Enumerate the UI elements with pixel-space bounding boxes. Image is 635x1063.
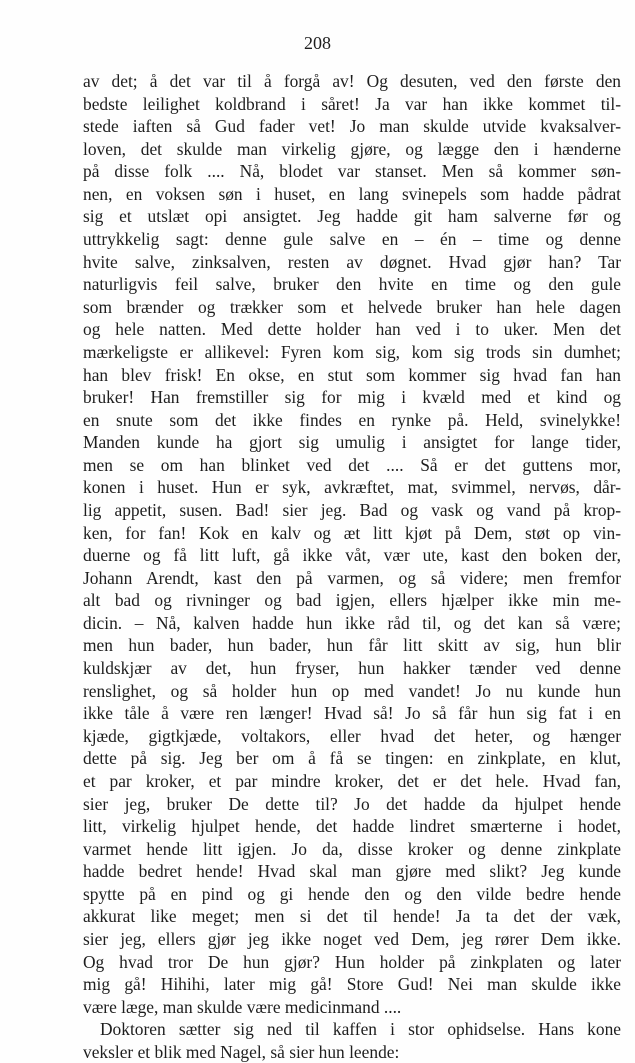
text-line: Og hvad tror De hun gjør? Hun holder på zinkplaten og later xyxy=(83,951,621,972)
text-line: ikke tåle å være ren længer! Hvad så! Jo så får hun sig fat i en xyxy=(83,703,621,724)
text-line: bedste leilighet koldbrand i såret! Ja var han ikke kommet til- xyxy=(83,93,621,114)
text-line: veksler et blik med Nagel, så sier hun leende: xyxy=(83,1041,400,1062)
text-line: Doktoren sætter sig ned til kaffen i stor ophidselse. Hans kone xyxy=(100,1019,621,1040)
text-line: et par kroker, et par mindre kroker, det er det hele. Hvad fan, xyxy=(83,770,621,791)
text-line: som brænder og trækker som et helvede bruker han hele dagen xyxy=(83,296,621,317)
text-line: konen i huset. Hun er syk, avkræftet, mat, svimmel, nervøs, dår- xyxy=(83,477,621,498)
text-line: loven, det skulde man virkelig gjøre, og lægge den i hænderne xyxy=(83,138,621,159)
text-line: litt, virkelig hjulpet hende, det hadde lindret smærterne i hodet, xyxy=(83,816,621,837)
text-line: dette på sig. Jeg ber om å få se tingen: en zinkplate, en klut, xyxy=(83,748,621,769)
text-line: akkurat like meget; men si det til hende! Ja ta det der væk, xyxy=(83,906,621,927)
text-line: dicin. – Nå, kalven hadde hun ikke råd til, og det kan så være; xyxy=(83,612,621,633)
text-line: naturligvis feil salve, bruker den hvite en time og den gule xyxy=(83,274,621,295)
text-line: stede iaften så Gud fader vet! Jo man skulde utvide kvaksalver- xyxy=(83,116,621,137)
text-line: en snute som det ikke findes en rynke på. Held, svinelykke! xyxy=(83,409,621,430)
text-line: spytte på en pind og gi hende den og den vilde bedre hende xyxy=(83,883,621,904)
text-line: av det; å det var til å forgå av! Og desuten, ved den første den xyxy=(83,71,621,91)
text-line: uttrykkelig sagt: denne gule salve en – én – time og denne xyxy=(83,229,621,250)
text-line: men se om han blinket ved det .... Så er det guttens mor, xyxy=(83,454,621,475)
text-line: renslighet, og så holder hun op med vandet! Jo nu kunde hun xyxy=(83,680,621,701)
text-line: alt bad og rivninger og bad igjen, ellers hjælper ikke min me- xyxy=(83,590,621,611)
text-line: hadde bedret hende! Hvad skal man gjøre med slikt? Jeg kunde xyxy=(83,861,621,882)
text-line: ken, for fan! Kok en kalv og æt litt kjøt på Dem, støt op vin- xyxy=(83,522,621,543)
text-line: hvite salve, zinksalven, resten av døgnet. Hvad gjør han? Tar xyxy=(83,251,621,272)
text-line: kjæde, gigtkjæde, voltakors, eller hvad det heter, og hænger xyxy=(83,725,621,746)
text-line: men hun bader, hun bader, hun får litt skitt av sig, hun blir xyxy=(83,635,621,656)
text-line: og hele natten. Med dette holder han ved i to uker. Men det xyxy=(83,319,621,340)
text-line: kuldskjær av det, hun fryser, hun hakker tænder ved denne xyxy=(83,658,621,679)
text-line: nen, en voksen søn i huset, en lang svinepels som hadde pådrat xyxy=(83,183,621,204)
text-line: mig gå! Hihihi, later mig gå! Store Gud! Nei man skulde ikke xyxy=(83,974,621,995)
text-line: sig et utslæt opi ansigtet. Jeg hadde git ham salverne før og xyxy=(83,206,621,227)
text-line: bruker! Han fremstiller sig for mig i kvæld med et kind og xyxy=(83,387,621,408)
text-line: være læge, man skulde være medicinmand .... xyxy=(83,996,402,1017)
text-line: varmet hende litt igjen. Jo da, disse kroker og denne zinkplate xyxy=(83,838,621,859)
text-line: Manden kunde ha gjort sig umulig i ansigtet for lange tider, xyxy=(83,432,621,453)
text-line: på disse folk .... Nå, blodet var stanset. Men så kommer søn- xyxy=(83,161,621,182)
text-line: duerne og få litt luft, gå ikke våt, vær ute, kast den boken der, xyxy=(83,545,621,566)
text-line: lig appetit, susen. Bad! sier jeg. Bad og vask og vand på krop- xyxy=(83,499,621,520)
text-line: sier jeg, ellers gjør jeg ikke noget ved Dem, jeg rører Dem ikke. xyxy=(83,928,621,949)
text-line: sier jeg, bruker De dette til? Jo det hadde da hjulpet hende xyxy=(83,793,621,814)
text-line: han blev frisk! En okse, en stut som kommer sig hvad fan han xyxy=(83,364,621,385)
body-text xyxy=(83,70,621,1063)
text-line: Johann Arendt, kast den på varmen, og så videre; men fremfor xyxy=(83,567,621,588)
text-line: mærkeligste er allikevel: Fyren kom sig, kom sig trods sin dumhet; xyxy=(83,341,621,362)
page-number: 208 xyxy=(304,33,331,53)
